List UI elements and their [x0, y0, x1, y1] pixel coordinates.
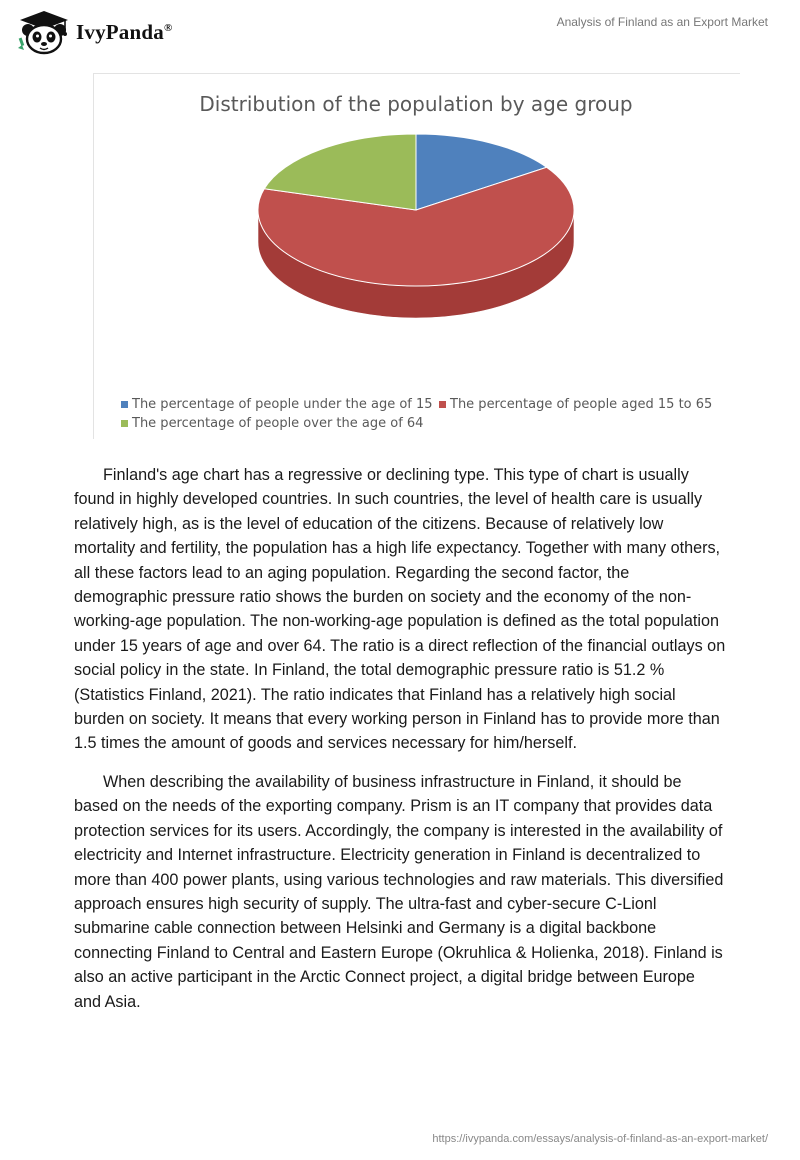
- source-url[interactable]: https://ivypanda.com/essays/analysis-of-finland-as-an-export-market/: [432, 1133, 768, 1145]
- chart-svg: [94, 74, 740, 439]
- legend-swatch-3: [121, 420, 128, 427]
- legend-label-2: The percentage of people aged 15 to 65: [450, 397, 713, 412]
- age-distribution-chart: [93, 73, 740, 439]
- logo-text: IvyPanda: [76, 19, 164, 44]
- paragraph-2: When describing the availability of business infrastructure in Finland, it should be based on the needs of the exporting company. Prism is an IT company that provides data protection services for its users. Accordingly, the company is interested in the availability of electricity and Internet infrastructure. Electricity generation in Finland is decentralized to more than 400 power plants, using various technologies and raw materials. This diversified approach ensures high security of supply. The ultra-fast and cyber-secure C-Lionl submarine cable connection between Helsinki and Germany is a digital backbone connecting Finland to Central and Eastern Europe (Okruhlica & Holienka, 2018). Finland is also an active participant in the Arctic Connect project, a digital bridge between Europe and Asia.: [74, 772, 724, 1011]
- legend-swatch-1: [121, 401, 128, 408]
- registered-mark: ®: [163, 21, 173, 34]
- page-header: [0, 0, 800, 60]
- legend-label-3: The percentage of people over the age of 64: [132, 416, 424, 431]
- essay-body: [74, 463, 726, 1028]
- paragraph-1: Finland's age chart has a regressive or declining type. This type of chart is usually found in highly developed countries. In such countries, the level of health care is usually relatively high, as is the level of education of the citizens. Because of relatively low mortality and fertility, the population has a high life expectancy. Together with many others, all these factors lead to an aging population. Regarding the second factor, the demographic pressure ratio shows the burden on society and the economy of the non-working-age population. The non-working-age population is defined as the total population under 15 years of age and over 64. The ratio is a direct reflection of the financial outlays on social policy in the state. In Finland, the total demographic pressure ratio is 51.2 % (Statistics Finland, 2021). The ratio indicates that Finland has a relatively high social burden on society. It means that every working person in Finland has to provide more than 1.5 times the amount of goods and services necessary for him/herself.: [74, 466, 726, 753]
- logo-wordmark: [76, 20, 172, 45]
- ivypanda-logo[interactable]: [16, 8, 172, 56]
- panda-graduate-icon: [16, 8, 72, 56]
- pie-group: [258, 134, 574, 318]
- legend-label-1: The percentage of people under the age of 15: [132, 397, 433, 412]
- document-title: Analysis of Finland as an Export Market: [556, 15, 768, 29]
- legend-swatch-2: [439, 401, 446, 408]
- chart-title: Distribution of the population by age group: [199, 92, 633, 116]
